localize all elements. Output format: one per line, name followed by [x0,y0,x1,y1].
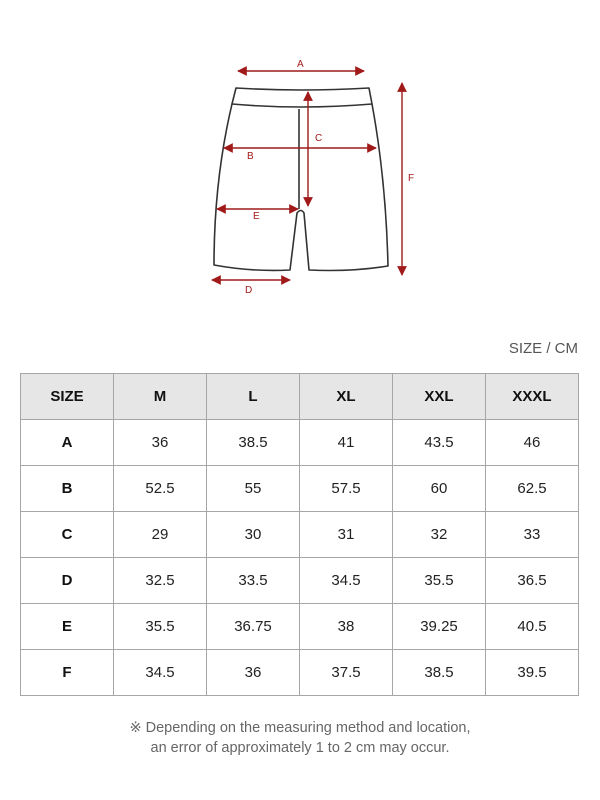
table-cell: 35.5 [393,558,486,604]
unit-label: SIZE / CM [508,340,578,357]
waistband [232,88,372,107]
table-cell: 39.5 [486,650,579,696]
table-cell: 52.5 [114,466,207,512]
table-cell: 36.75 [207,604,300,650]
header-xxxl: XXXL [486,374,579,420]
table-row [21,604,579,650]
footnote-line-2: an error of approximately 1 to 2 cm may occur. [150,740,450,756]
table-row [21,466,579,512]
table-cell: 29 [114,512,207,558]
table-cell: 46 [486,420,579,466]
header-l: L [207,374,300,420]
table-cell: 34.5 [114,650,207,696]
table-cell: 62.5 [486,466,579,512]
table-cell: 36 [114,420,207,466]
table-cell: 36.5 [486,558,579,604]
table-cell: 32.5 [114,558,207,604]
footnote-line-1: ※ Depending on the measuring method and location, [129,720,471,736]
table-cell: 40.5 [486,604,579,650]
table-row [21,650,579,696]
table-cell: 41 [300,420,393,466]
table-row [21,512,579,558]
label-f: F [408,173,415,184]
table-cell: 33 [486,512,579,558]
table-cell: 32 [393,512,486,558]
measurement-footnote [0,718,600,758]
shorts-body [214,104,388,271]
label-c: C [315,133,323,144]
label-b: B [247,151,254,162]
table-header-row [21,374,579,420]
table-cell: 55 [207,466,300,512]
table-row [21,558,579,604]
header-m: M [114,374,207,420]
row-label: D [21,558,114,604]
table-cell: 34.5 [300,558,393,604]
table-cell: 35.5 [114,604,207,650]
table-cell: 38.5 [393,650,486,696]
table-cell: 31 [300,512,393,558]
table-row [21,420,579,466]
shorts-diagram-svg [0,0,600,310]
label-a: A [297,59,304,70]
row-label: A [21,420,114,466]
header-xl: XL [300,374,393,420]
table-cell: 37.5 [300,650,393,696]
table-cell: 39.25 [393,604,486,650]
table-cell: 38 [300,604,393,650]
table-cell: 30 [207,512,300,558]
size-chart-table [20,373,579,696]
table-cell: 60 [393,466,486,512]
label-e: E [253,211,260,222]
row-label: B [21,466,114,512]
row-label: E [21,604,114,650]
table-cell: 38.5 [207,420,300,466]
row-label: C [21,512,114,558]
row-label: F [21,650,114,696]
header-size: SIZE [21,374,114,420]
shorts-outline [214,88,388,271]
table-cell: 43.5 [393,420,486,466]
shorts-measurement-diagram [0,0,600,310]
header-xxl: XXL [393,374,486,420]
label-d: D [245,285,253,296]
table-cell: 33.5 [207,558,300,604]
table-cell: 57.5 [300,466,393,512]
table-cell: 36 [207,650,300,696]
